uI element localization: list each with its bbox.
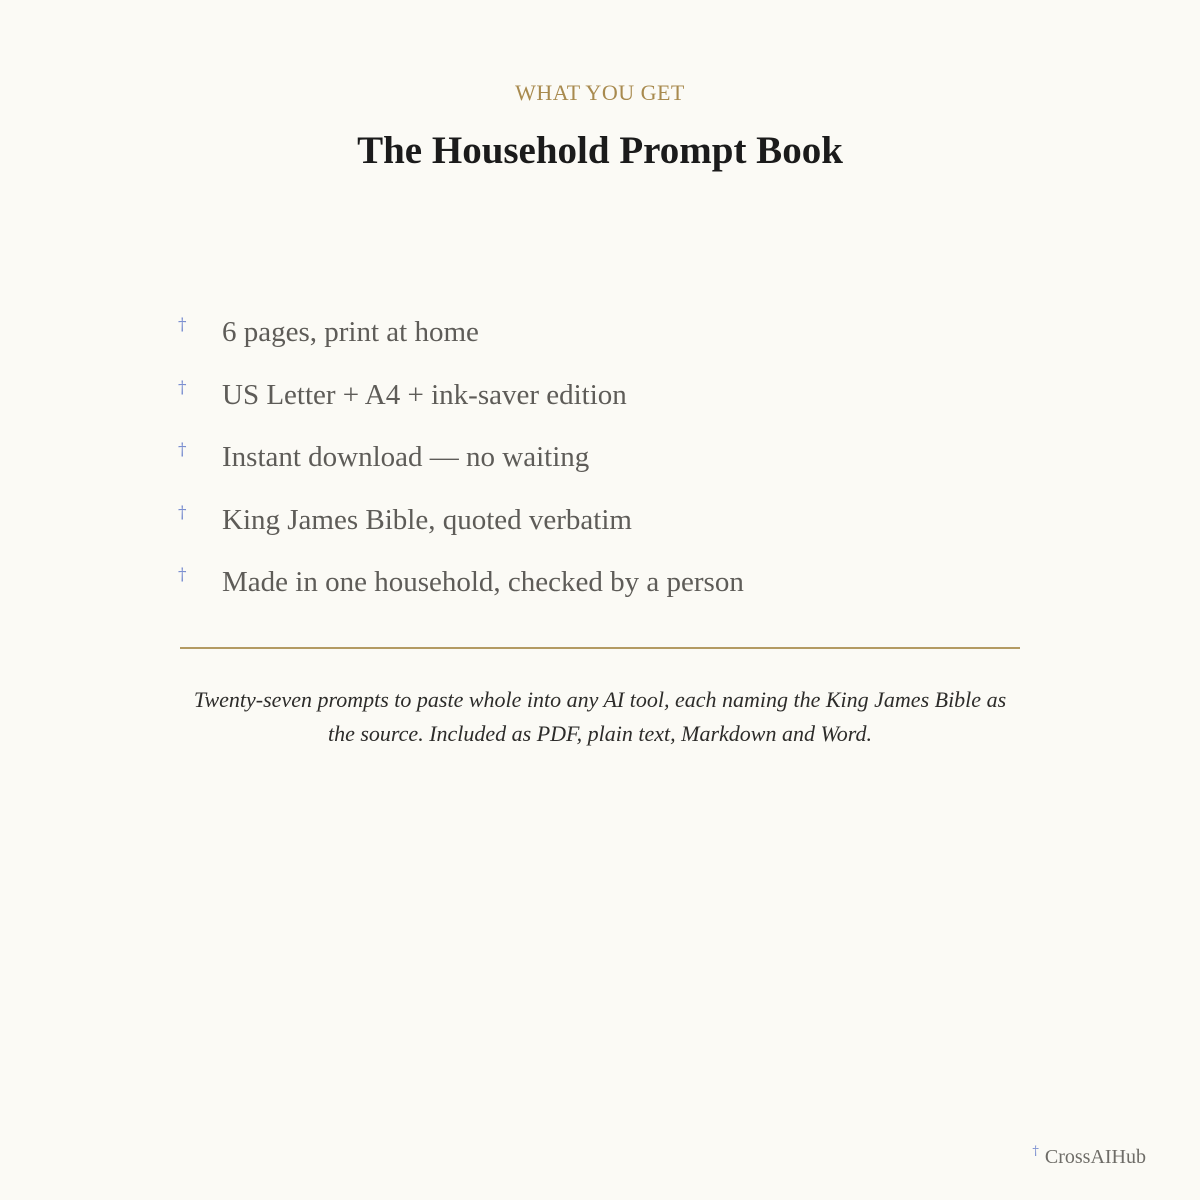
section-eyebrow: WHAT YOU GET	[515, 80, 685, 105]
page-title: The Household Prompt Book	[357, 129, 843, 172]
brand-name: CrossAIHub	[1044, 1146, 1146, 1168]
feature-item	[178, 376, 1020, 439]
cross-icon: †	[178, 377, 187, 398]
cross-icon: †	[178, 502, 187, 523]
feature-text: 6 pages, print at home	[222, 316, 479, 348]
product-description: Twenty-seven prompts to paste whole into any AI tool, each naming the King James Bible as the source. Included as PDF, plain text, Markdown and Word.	[193, 687, 1007, 746]
feature-list	[178, 313, 1020, 626]
cross-icon: †	[178, 440, 187, 460]
cross-icon: †	[178, 565, 187, 585]
feature-item	[178, 501, 1020, 564]
feature-text: US Letter + A4 + ink-saver edition	[222, 378, 627, 411]
feature-item	[178, 313, 1020, 376]
brand-signature	[1032, 1144, 1146, 1170]
feature-text: Instant download — no waiting	[222, 441, 590, 473]
feature-item	[178, 563, 1020, 626]
feature-text: King James Bible, quoted verbatim	[222, 503, 632, 536]
feature-text: Made in one household, checked by a person	[222, 566, 744, 598]
section-divider	[180, 647, 1020, 649]
cross-icon: †	[178, 315, 187, 335]
cross-icon: †	[1032, 1144, 1039, 1159]
feature-item	[178, 438, 1020, 501]
